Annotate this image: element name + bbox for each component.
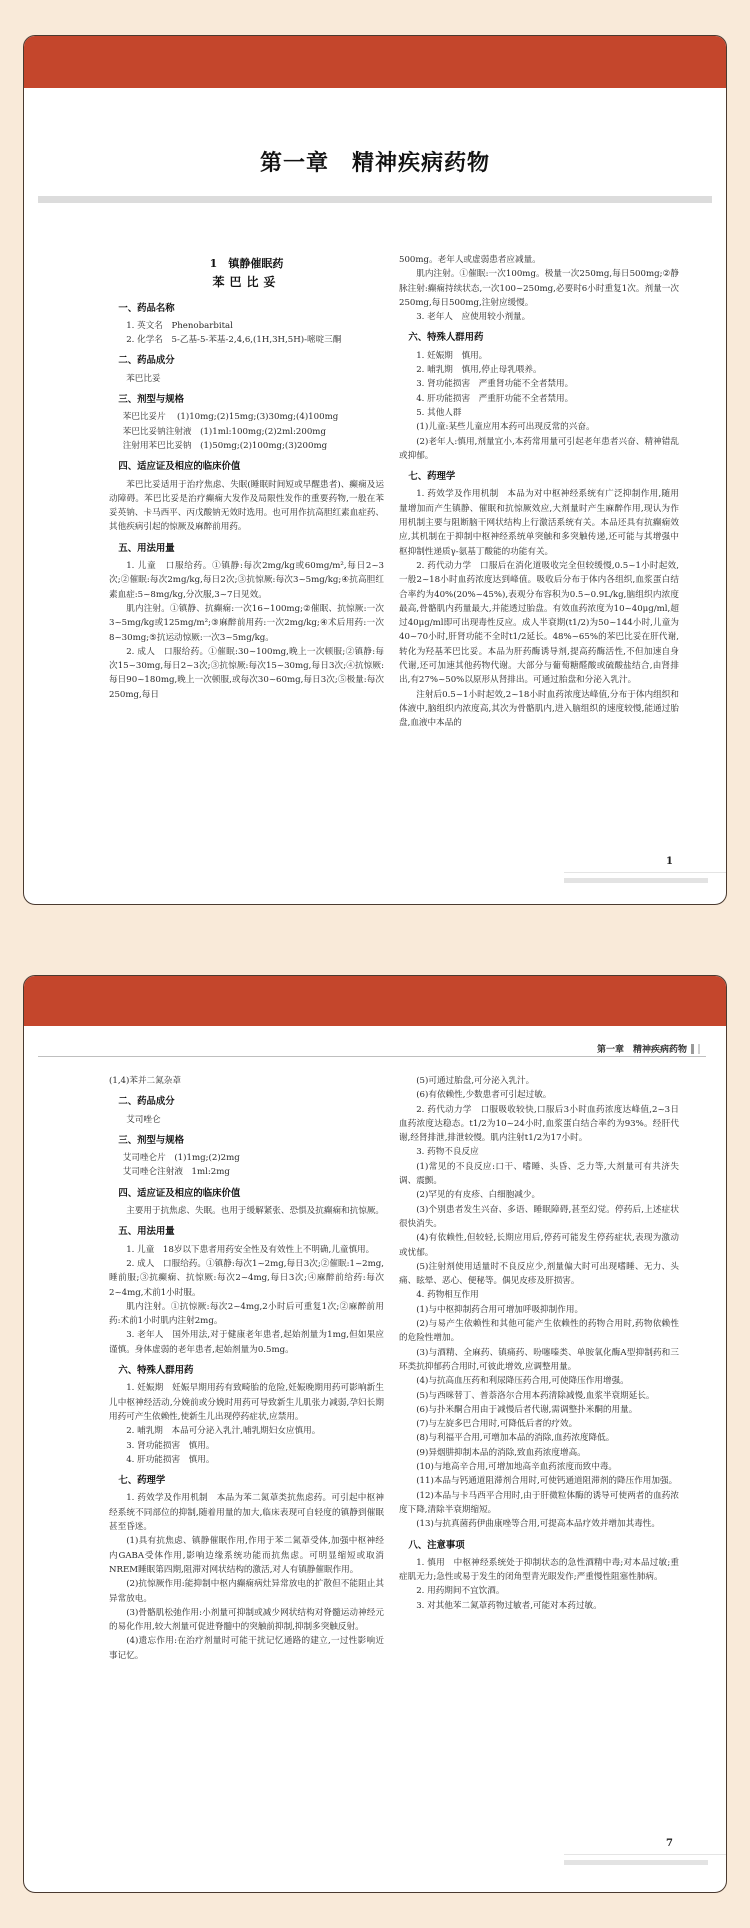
section-heading: 四、适应证及相应的临床价值 xyxy=(118,1187,241,1199)
footer-bar xyxy=(564,878,708,883)
paragraph: 1. 药效学及作用机制 本品为苯二氮䓬类抗焦虑药。可引起中枢神经系统不同部位的抑制,随着用量的加大,临床表现可自轻度的镇静到催眠甚至昏迷。 xyxy=(109,1493,384,1533)
paragraph: (12)本品与卡马西平合用时,由于肝微粒体酶的诱导可使两者的血药浓度下降,清除半衰期缩短。 xyxy=(399,1490,679,1515)
page-number: 7 xyxy=(666,1838,673,1849)
section-heading: 二、药品成分 xyxy=(118,1096,175,1108)
section-heading: 三、剂型与规格 xyxy=(118,1134,185,1146)
paragraph: 4. 肝功能损害 慎用。 xyxy=(126,1454,215,1465)
paragraph: (6)有依赖性,少数患者可引起过敏。 xyxy=(416,1090,552,1101)
paragraph: 1. 英文名 Phenobarbital xyxy=(126,320,233,331)
chapter-rule xyxy=(38,196,712,203)
left-column xyxy=(109,251,384,702)
paragraph: (5)可通过胎盘,可分泌入乳汁。 xyxy=(416,1076,535,1086)
paragraph: 2. 哺乳期 本品可分泌入乳汁,哺乳期妇女应慎用。 xyxy=(126,1426,321,1437)
paragraph: 3. 老年人 国外用法,对于健康老年患者,起始剂量为1mg,但如果应谨慎。身体虚弱的老年患者,起始剂量为0.5mg。 xyxy=(109,1330,384,1355)
paragraph: 4. 药物相互作用 xyxy=(416,1290,479,1301)
paragraph: 1. 儿童 口服给药。①镇静:每次2mg/kg或60mg/m²,每日2~3次;②催眠:每次2mg/kg,每日2次;③抗惊厥:每次3~5mg/kg;④抗高胆红素血症:5~8mg/kg,分次服,3~7日见效。 xyxy=(109,561,384,600)
paragraph: (1)常见的不良反应:口干、嗜睡、头昏、乏力等,大剂量可有共济失调、震颤。 xyxy=(399,1161,679,1187)
paragraph: (1,4)苯并二氮杂䓬 xyxy=(109,1076,181,1086)
book-page-1 xyxy=(23,35,727,905)
section-heading: 五、用法用量 xyxy=(118,1226,175,1238)
header-band xyxy=(24,976,726,1026)
section-heading: 七、药理学 xyxy=(118,1475,166,1487)
paragraph: 5. 其他人群 xyxy=(416,407,462,418)
running-header xyxy=(597,1042,700,1055)
paragraph: (6)与扑米酮合用由于减慢后者代谢,需调整扑米酮的用量。 xyxy=(416,1404,638,1415)
right-column xyxy=(399,253,679,731)
paragraph: 1. 儿童 18岁以下患者用药安全性及有效性上不明确,儿童慎用。 xyxy=(126,1244,375,1255)
section-heading: 七、药理学 xyxy=(408,471,456,483)
paragraph: (1)儿童:某些儿童应用本药可出现反常的兴奋。 xyxy=(416,422,595,433)
drug-title: 苯巴比妥 xyxy=(212,275,281,290)
paragraph: 3. 老年人 应使用较小剂量。 xyxy=(416,312,531,323)
paragraph: (5)与西咪替丁、普萘洛尔合用本药清除减慢,血浆半衰期延长。 xyxy=(416,1390,655,1401)
right-column xyxy=(399,1074,679,1613)
paragraph: 艾司唑仑注射液 1ml:2mg xyxy=(122,1167,230,1178)
paragraph: 2. 药代动力学 口服后在消化道吸收完全但较缓慢,0.5~1小时起效,一般2~18小时血药浓度达到峰值。吸收后分布于体内各组织,血浆蛋白结合率约为40%(20%~45%),表观分布容积为0.5~0.9L/kg,脑组织内浓度最高,骨骼肌内药量最大,并能透过胎盘。有效血药浓度为10~40μg/ml,超过40μg/ml即可出现毒性反应。成人半衰期(t1/2)为50~144小时,儿童为40~70小时,肝肾功能不全时t1/2延长。48%~65%的苯巴比妥在肝代谢,转化为羟基苯巴比妥。本品为肝药酶诱导剂,提高药酶活性,不但加速自身代谢,还可加速其他药物代谢。大部分与葡萄糖醛酸或硫酸盐结合,由肾排出,有27%~50%以原形从肾排出。可通过胎盘和分泌入乳汁。 xyxy=(399,560,679,686)
footer-rule xyxy=(564,1854,726,1855)
paragraph: (4)有依赖性,但较轻,长期应用后,停药可能发生停药症状,表现为激动或忧郁。 xyxy=(399,1233,679,1258)
header-marker xyxy=(691,1044,694,1054)
paragraph: 3. 药物不良反应 xyxy=(416,1147,479,1158)
section-heading: 一、药品名称 xyxy=(118,302,175,314)
footer-rule xyxy=(564,872,726,873)
paragraph: 2. 成人 口服给药。①催眠:30~100mg,晚上一次顿服;②镇静:每次15~30mg,每日2~3次;③抗惊厥:每次15~30mg,每日3次;④抗惊厥:每日90~180mg,晚上一次顿服,或每次30~60mg,每日3次;⑤极量:每次250mg,每日 xyxy=(109,646,384,700)
paragraph: 注射后0.5~1小时起效,2~18小时血药浓度达峰值,分布于体内组织和体液中,脑组织内浓度高,其次为骨骼肌内,进入脑组织的速度较慢,能通过胎盘,血液中本品的 xyxy=(399,689,679,729)
section-heading: 五、用法用量 xyxy=(118,542,175,554)
paragraph: 4. 肝功能损害 严重肝功能不全者禁用。 xyxy=(416,393,574,404)
paragraph: (7)与左旋多巴合用时,可降低后者的疗效。 xyxy=(416,1419,578,1430)
paragraph: 2. 成人 口服给药。①镇静:每次1~2mg,每日3次;②催眠:1~2mg,睡前服;③抗癫痫、抗惊厥:每次2~4mg,每日3次;④麻醉前给药:每次2~4mg,术前1小时服。 xyxy=(109,1258,384,1298)
book-page-7 xyxy=(23,975,727,1893)
paragraph: 3. 对其他苯二氮䓬药物过敏者,可能对本药过敏。 xyxy=(416,1600,602,1611)
section-heading: 六、特殊人群用药 xyxy=(408,332,484,344)
paragraph: 2. 用药期间不宜饮酒。 xyxy=(416,1586,505,1597)
running-header-text: 第一章 精神疾病药物 xyxy=(596,1045,687,1055)
paragraph: (3)个别患者发生兴奋、多语、睡眠障碍,甚至幻觉。停药后,上述症状很快消失。 xyxy=(399,1204,679,1229)
paragraph: 肌内注射。①催眠:一次100mg。极量一次250mg,每日500mg;②静脉注射:癫痫持续状态,一次100~250mg,必要时6小时重复1次。剂量一次250mg,每日500mg,注射应缓慢。 xyxy=(399,269,679,308)
paragraph: (4)与抗高血压药和利尿降压药合用,可使降压作用增强。 xyxy=(416,1376,629,1387)
paragraph: (5)注射剂使用适量时不良反应少,剂量偏大时可出现嗜睡、无力、头痛、眩晕、恶心、便秘等。偶见皮疹及肝损害。 xyxy=(399,1261,679,1287)
paragraph: (10)与地高辛合用,可增加地高辛血药浓度而致中毒。 xyxy=(416,1462,618,1473)
paragraph: (4)遗忘作用:在治疗剂量时可能干扰记忆通路的建立,一过性影响近事记忆。 xyxy=(109,1636,384,1661)
paragraph: 苯巴比妥 xyxy=(126,373,161,384)
section-heading: 四、适应证及相应的临床价值 xyxy=(118,461,241,473)
header-marker xyxy=(698,1044,700,1054)
paragraph: 1. 妊娠期 慎用。 xyxy=(416,350,488,361)
paragraph: (3)与酒精、全麻药、镇痛药、吩噻嗪类、单胺氧化酶A型抑制药和三环类抗抑郁药合用时,可彼此增效,应调整用量。 xyxy=(399,1347,679,1372)
section-heading: 八、注意事项 xyxy=(408,1539,465,1551)
paragraph: (3)骨骼肌松弛作用:小剂量可抑制或减少网状结构对脊髓运动神经元的易化作用,较大剂量可促进脊髓中的突触前抑制,抑制多突触反射。 xyxy=(109,1607,384,1633)
paragraph: (11)本品与钙通道阻滞剂合用时,可使钙通道阻滞剂的降压作用加强。 xyxy=(416,1476,678,1487)
section-title: 1 镇静催眠药 xyxy=(209,257,284,270)
section-heading: 三、剂型与规格 xyxy=(118,394,185,406)
paragraph: 500mg。老年人或虚弱患者应减量。 xyxy=(399,255,541,265)
paragraph: 2. 药代动力学 口服吸收较快,口服后3小时血药浓度达峰值,2~3日血药浓度达稳态。t1/2为10~24小时,血浆蛋白结合率约为93%。经肝代谢,经肾排泄,排泄较慢。肌内注射t1/2为17小时。 xyxy=(399,1104,679,1144)
paragraph: (1)与中枢抑制药合用可增加呼吸抑制作用。 xyxy=(416,1304,584,1315)
left-column xyxy=(109,1074,384,1663)
paragraph: 肌内注射。①抗惊厥:每次2~4mg,2小时后可重复1次;②麻醉前用药:术前1小时肌内注射2mg。 xyxy=(109,1301,384,1327)
paragraph: 主要用于抗焦虑、失眠。也用于缓解紧张、恐惧及抗癫痫和抗惊厥。 xyxy=(126,1206,385,1217)
paragraph: (8)与利福平合用,可增加本品的消除,血药浓度降低。 xyxy=(416,1433,615,1444)
paragraph: 1. 慎用 中枢神经系统处于抑制状态的急性酒精中毒;对本品过敏;重症肌无力;急性或易于发生的闭角型青光眼发作;严重慢性阻塞性肺病。 xyxy=(399,1557,679,1583)
paragraph: 3. 肾功能损害 慎用。 xyxy=(126,1440,215,1451)
paragraph: 3. 肾功能损害 严重肾功能不全者禁用。 xyxy=(416,379,574,390)
page-number: 1 xyxy=(666,856,673,867)
paragraph: (13)与抗真菌药伊曲康唑等合用,可提高本品疗效并增加其毒性。 xyxy=(416,1519,660,1530)
paragraph: 苯巴比妥片 (1)10mg;(2)15mg;(3)30mg;(4)100mg xyxy=(122,412,339,423)
paragraph: (9)异烟肼抑制本品的消除,致血药浓度增高。 xyxy=(416,1447,586,1458)
paragraph: 2. 化学名 5-乙基-5-苯基-2,4,6,(1H,3H,5H)-嘧啶三酮 xyxy=(126,335,342,346)
paragraph: 艾司唑仑片 (1)1mg;(2)2mg xyxy=(122,1153,240,1164)
paragraph: 艾司唑仑 xyxy=(126,1114,161,1125)
paragraph: (2)抗惊厥作用:能抑制中枢内癫痫病灶异常放电的扩散但不能阻止其异常放电。 xyxy=(109,1579,384,1604)
paragraph: (2)与易产生依赖性和其他可能产生依赖性的药物合用时,药物依赖性的危险性增加。 xyxy=(399,1319,679,1344)
paragraph: 苯巴比妥钠注射液 (1)1ml:100mg;(2)2ml:200mg xyxy=(122,426,326,437)
paragraph: 肌内注射。①镇静、抗癫痫:一次16~100mg;②催眠、抗惊厥:一次3~5mg/kg或125mg/m²;③麻醉前用药:一次2mg/kg;④术后用药:一次8~30mg;⑤抗运动惊厥:一次3~5mg/kg。 xyxy=(109,603,384,643)
running-header-rule xyxy=(38,1056,706,1057)
chapter-title: 第一章 精神疾病药物 xyxy=(259,150,490,176)
paragraph: 苯巴比妥适用于治疗焦虑、失眠(睡眠时间短或早醒患者)、癫痫及运动障碍。苯巴比妥是治疗癫痫大发作及局限性发作的重要药物,一般在苯妥英钠、卡马西平、丙戊酸钠无效时选用。也可用作抗高胆红素血症药、其他疾病引起的惊厥及麻醉前用药。 xyxy=(109,479,385,533)
paragraph: 注射用苯巴比妥钠 (1)50mg;(2)100mg;(3)200mg xyxy=(122,440,328,451)
paragraph: 1. 药效学及作用机制 本品为对中枢神经系统有广泛抑制作用,随用量增加而产生镇静、催眠和抗惊厥效应,大剂量时产生麻醉作用,现认为作用机制主要与阻断脑干网状结构上行激活系统有关。本品还具有抗癫痫效应,其机制在于抑制中枢神经系统单突触和多突触传递,还可能与其增强中枢抑制性递质γ-氨基丁酸能的功能有关。 xyxy=(399,489,679,557)
paragraph: 2. 哺乳期 慎用,停止母乳喂养。 xyxy=(416,365,542,376)
paragraph: (1)具有抗焦虑、镇静催眠作用,作用于苯二氮䓬受体,加强中枢神经内GABA受体作用,影响边缘系统功能而抗焦虑。可明显缩短或取消NREM睡眠第四期,阻滞对网状结构的激活,对人有镇静催眠作用。 xyxy=(109,1536,384,1575)
paragraph: (2)罕见的有皮疹、白细胞减少。 xyxy=(416,1190,541,1201)
header-band xyxy=(24,36,726,88)
section-heading: 二、药品成分 xyxy=(118,355,175,367)
paragraph: 1. 妊娠期 妊娠早期用药有致畸胎的危险,妊娠晚期用药可影响新生儿中枢神经活动,分娩前或分娩时用药可导致新生儿肌张力减弱,孕妇长期用药可产生依赖性,使新生儿出现停药症状,应禁用。 xyxy=(109,1383,384,1422)
footer-bar xyxy=(564,1860,708,1865)
paragraph: (2)老年人:慎用,剂量宜小,本药常用量可引起老年患者兴奋、精神错乱或抑郁。 xyxy=(399,436,679,461)
section-heading: 六、特殊人群用药 xyxy=(118,1365,194,1377)
